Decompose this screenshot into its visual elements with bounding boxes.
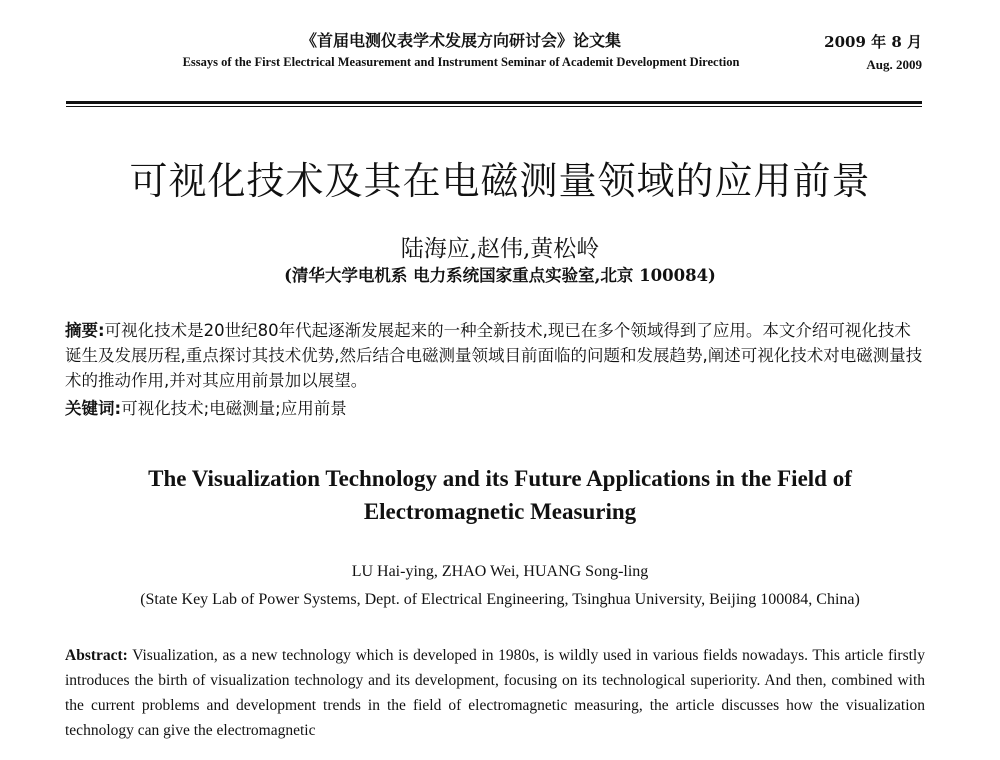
issue-date-en: Aug. 2009	[866, 57, 922, 72]
abstract-cn	[65, 318, 925, 393]
authors-cn: 陆海应,赵伟,黄松岭	[400, 236, 600, 262]
abstract-cn-label: 摘要:	[65, 321, 105, 340]
keywords-cn-label: 关键词:	[65, 399, 122, 418]
header-rule-thick	[66, 101, 922, 104]
abstract-en-text: Visualization, as a new technology which is developed in 1980s, is wildly used in various fields nowadays. This article firstly introduces the birth of visualization technology and its development, focusing on its technological superiority. And then, combined with the current problems and development trends in the field of electromagnetic measuring, the article discusses how the visualization technology can give the electromagnetic	[65, 647, 925, 739]
journal-title-cn: 《首届电测仪表学术发展方向研讨会》论文集	[300, 31, 621, 50]
affiliation-en: (State Key Lab of Power Systems, Dept. of Electrical Engineering, Tsinghua University, Beijing 100084, China)	[140, 591, 860, 608]
header-rule-thin	[66, 106, 922, 107]
paper-title-cn: 可视化技术及其在电磁测量领域的应用前景	[129, 159, 871, 203]
abstract-en-label: Abstract:	[65, 647, 128, 664]
keywords-cn-text: 可视化技术;电磁测量;应用前景	[121, 399, 347, 418]
paper-title-en: The Visualization Technology and its Future Applications in the Field of Electromagnetic Measuring	[148, 466, 852, 524]
abstract-en	[65, 643, 925, 743]
keywords-cn	[65, 396, 925, 421]
authors-en: LU Hai-ying, ZHAO Wei, HUANG Song-ling	[351, 563, 649, 580]
affiliation-cn: (清华大学电机系 电力系统国家重点实验室,北京 100084)	[284, 266, 716, 285]
running-header	[66, 28, 922, 102]
issue-date-cn: 2009 年 8 月	[824, 33, 922, 51]
journal-title-en: Essays of the First Electrical Measurement and Instrument Seminar of Academit Development Direction	[182, 55, 740, 69]
abstract-cn-text: 可视化技术是20世纪80年代起逐渐发展起来的一种全新技术,现已在多个领域得到了应用。本文介绍可视化技术诞生及发展历程,重点探讨其技术优势,然后结合电磁测量领域目前面临的问题和发展趋势,阐述可视化技术对电磁测量技术的推动作用,并对其应用前景加以展望。	[65, 321, 923, 390]
